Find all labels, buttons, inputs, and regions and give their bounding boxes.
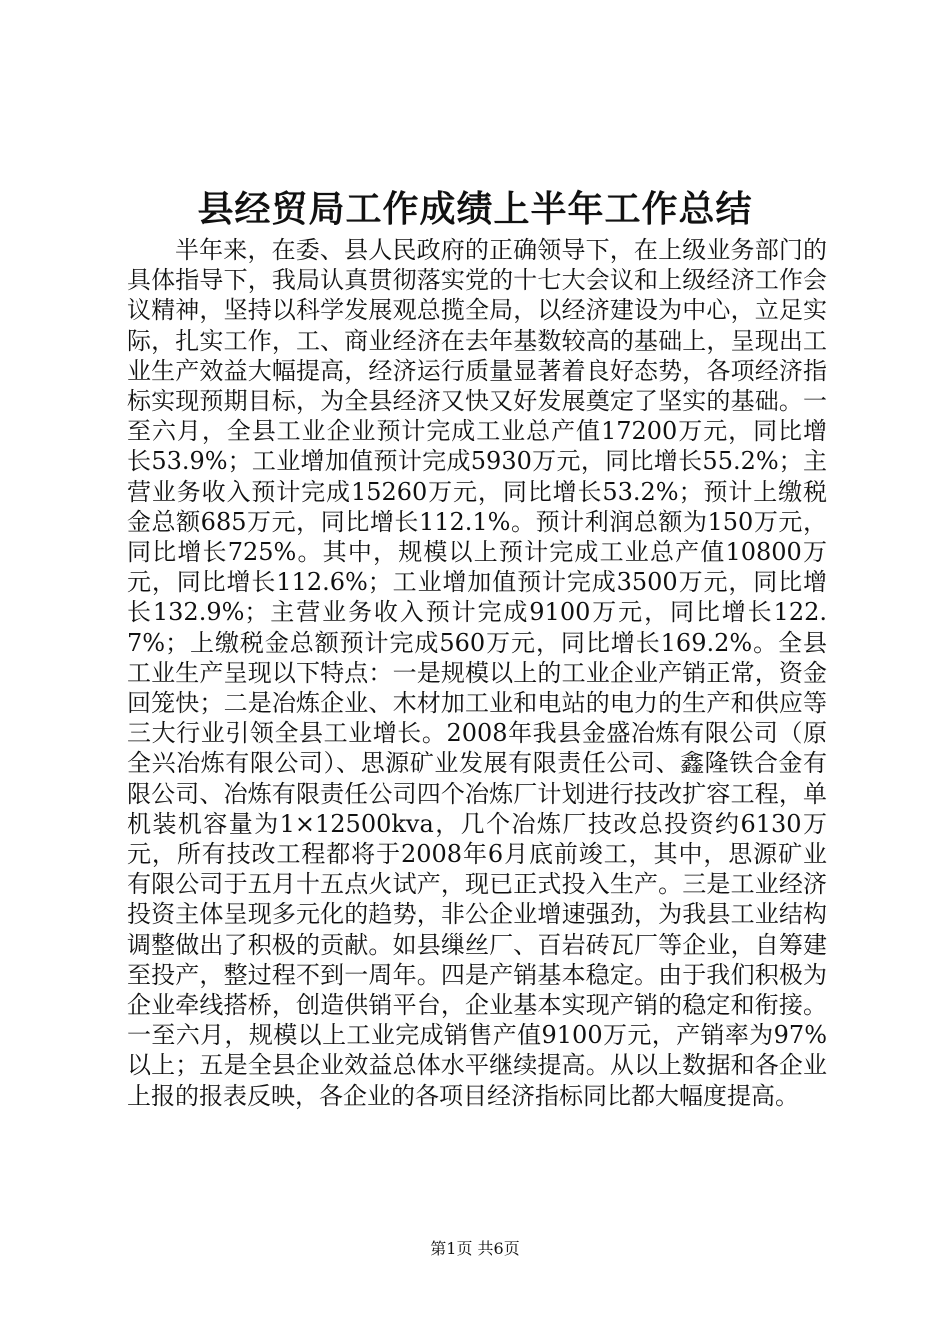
- page-number-footer: 第1页 共6页: [430, 1239, 520, 1258]
- body-paragraph: 半年来，在委、县人民政府的正确领导下，在上级业务部门的具体指导下，我局认真贯彻落实党的十七大会议和上级经济工作会议精神，坚持以科学发展观总揽全局，以经济建设为中心，立足实际，扎实工作，工、商业经济在去年基数较高的基础上，呈现出工业生产效益大幅提高，经济运行质量显著着良好态势，各项经济指标实现预期目标，为全县经济又快又好发展奠定了坚实的基础。一至六月，全县工业企业预计完成工业总产值17200万元，同比增长53.9%；工业增加值预计完成5930万元，同比增长55.2%；主营业务收入预计完成15260万元，同比增长53.2%；预计上缴税金总额685万元，同比增长112.1%。预计利润总额为150万元，同比增长725%。其中，规模以上预计完成工业总产值10800万元，同比增长112.6%；工业增加值预计完成3500万元，同比增长132.9%；主营业务收入预计完成9100万元，同比增长122.7%；上缴税金总额预计完成560万元，同比增长169.2%。全县工业生产呈现以下特点：一是规模以上的工业企业产销正常，资金回笼快；二是冶炼企业、木材加工业和电站的电力的生产和供应等三大行业引领全县工业增长。2008年我县金盛冶炼有限公司（原全兴冶炼有限公司）、思源矿业发展有限责任公司、鑫隆铁合金有限公司、冶炼有限责任公司四个冶炼厂计划进行技改扩容工程，单机装机容量为1×12500kva，几个冶炼厂技改总投资约6130万元，所有技改工程都将于2008年6月底前竣工，其中，思源矿业有限公司于五月十五点火试产，现已正式投入生产。三是工业经济投资主体呈现多元化的趋势，非公企业增速强劲，为我县工业结构调整做出了积极的贡献。如县缫丝厂、百岩砖瓦厂等企业，自筹建至投产，整过程不到一周年。四是产销基本稳定。由于我们积极为企业牵线搭桥，创造供销平台，企业基本实现产销的稳定和衔接。一至六月，规模以上工业完成销售产值9100万元，产销率为97%以上；五是全县企业效益总体水平继续提高。从以上数据和各企业上报的报表反映，各企业的各项目经济指标同比都大幅度提高。: [127, 236, 827, 1110]
- document-title: 县经贸局工作成绩上半年工作总结: [197, 188, 753, 230]
